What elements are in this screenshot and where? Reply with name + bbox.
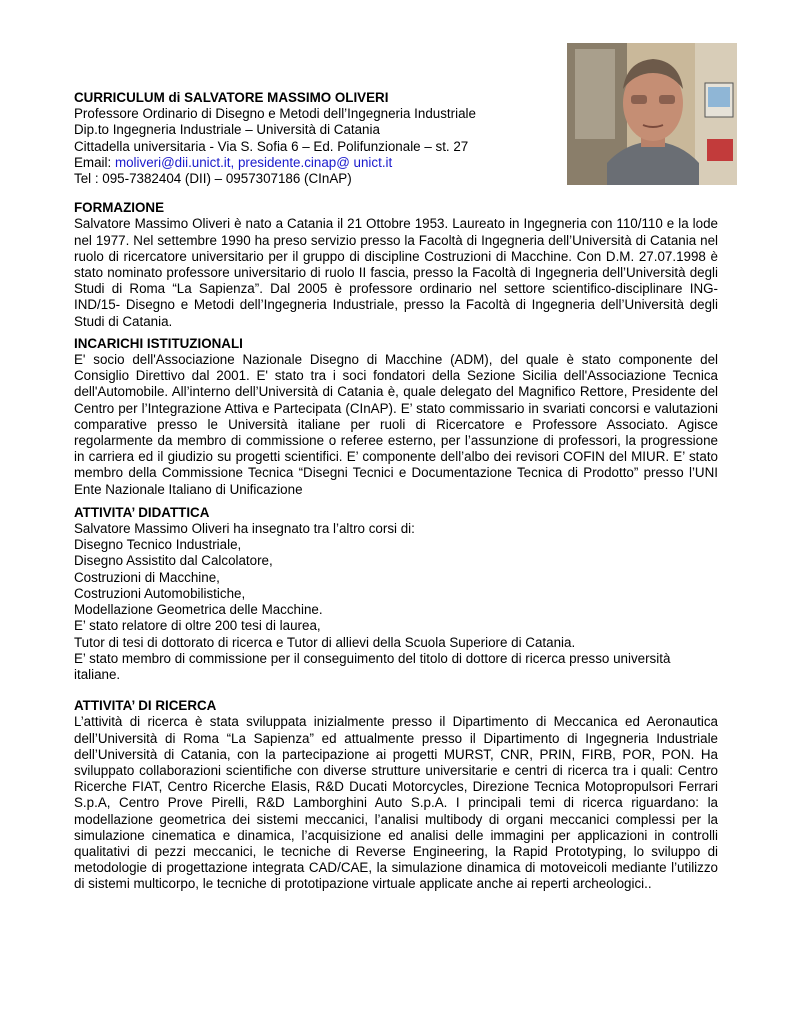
didattica-line: Disegno Assistito dal Calcolatore, (74, 553, 273, 569)
heading-formazione: FORMAZIONE (74, 200, 165, 216)
didattica-line: E’ stato relatore di oltre 200 tesi di laurea, (74, 618, 321, 634)
department-line: Dip.to Ingegneria Industriale – Università di Catania (74, 122, 380, 138)
section-formazione (74, 200, 718, 330)
didattica-line: E’ stato membro di commissione per il conseguimento del titolo di dottore di ricerca presso università italiane. (74, 650, 671, 682)
didattica-line: Costruzioni di Macchine, (74, 569, 220, 585)
email-link-1[interactable]: moliveri@dii.unict.it, (114, 154, 235, 170)
didattica-line: Disegno Tecnico Industriale, (74, 537, 242, 553)
heading-didattica: ATTIVITA’ DIDATTICA (74, 504, 210, 520)
cv-document (74, 90, 718, 893)
didattica-line: Salvatore Massimo Oliveri ha insegnato tra l’altro corsi di: (74, 521, 415, 537)
phone-line: Tel : 095-7382404 (DII) – 0957307186 (CInAP) (74, 171, 352, 187)
text-formazione: Salvatore Massimo Oliveri è nato a Catania il 21 Ottobre 1953. Laureato in Ingegneria con 110/110 e la lode nel 1977. Nel settembre 1990 ha preso servizio presso la Facoltà di Ingegneria dell’Università di Catania nel ruolo di ricercatore universitario per il gruppo di discipline Costruzioni di Macchine. Con D.M. 27.07.1998 è stato nominato professore universitario di ruolo II fascia, presso la Facoltà di Ingegneria dell’Università degli Studi di Roma “La Sapienza”. Dal 2005 è professore ordinario nel settore scientifico-disciplinare ING-IND/15- Disegno e Metodi dell’Ingegneria Industriale, presso la Facoltà di Ingegneria dell’Università degli Studi di Catania. (74, 216, 718, 329)
text-incarichi: E' socio dell'Associazione Nazionale Disegno di Macchine (ADM), del quale è stato componente del Consiglio Direttivo dal 2001. E' stato tra i soci fondatori della Sezione Sicilia dell'Associazione Tecnica dell'Automobile. All’interno dell’Università di Catania è, quale delegato del Magnifico Rettore, Presidente del Centro per l’Integrazione Attiva e Partecipata (CInAP). E’ stato commissario in svariati concorsi e valutazioni comparative presso le Università italiane per ruoli di Ricercatore e Professore Associato. Agisce regolarmente da membro di commissione o referee esterno, per l’assunzione di professori, la progressione in carriera ed il giudizio su progetti scientifici. E’ componente dell’albo dei revisori COFIN del MIUR. E’ stato membro della Commissione Tecnica “Disegni Tecnici e Documentazione Tecnica di Prodotto” presso l’UNI Ente Nazionale Italiano di Unificazione (74, 352, 718, 497)
section-ricerca (74, 698, 718, 892)
role-line: Professore Ordinario di Disegno e Metodi dell’Ingegneria Industriale (74, 106, 476, 122)
email-link-2[interactable]: presidente.cinap@ unict.it (237, 154, 393, 170)
cv-title: CURRICULUM di SALVATORE MASSIMO OLIVERI (74, 90, 389, 105)
text-ricerca: L’attività di ricerca è stata sviluppata inizialmente presso il Dipartimento di Meccanica ed Aeronautica dell’Università di Roma “La Sapienza” ed attualmente presso il Dipartimento di Ingegneria Industriale dell’Università di Catania, con la partecipazione ai progetti MURST, CNR, PRIN, FIRB, POR, PON. Ha sviluppato collaborazioni scientifiche con diverse strutture universitarie e centri di ricerca tra i quali: Centro Ricerche FIAT, Centro Ricerche Elasis, R&D Ducati Motorcycles, Direzione Tecnica Motopropulsori Ferrari S.p.A, Centro Prove Pirelli, R&D Lamborghini Auto S.p.A. I principali temi di ricerca riguardano: la modellazione geometrica dei sistemi meccanici, l’analisi multibody di organi meccanici complessi per la simulazione cinematica e dinamica, l’acquisizione ed analisi delle immagini per applicazioni in controlli qualitativi di pezzi meccanici, le tecniche di Reverse Engineering, la Rapid Prototyping, lo sviluppo di metodologie di progettazione integrata CAD/CAE, la simulazione dinamica di motoveicoli mediante l’utilizzo di sistemi multicorpo, le tecniche di prototipazione virtuale applicate anche ai reperti archeologici.. (74, 714, 718, 892)
didattica-line: Costruzioni Automobilistiche, (74, 585, 246, 601)
email-line (74, 155, 718, 171)
section-incarichi (74, 336, 718, 498)
address-line: Cittadella universitaria - Via S. Sofia 6 – Ed. Polifunzionale – st. 27 (74, 138, 469, 154)
email-label: Email: (74, 154, 112, 170)
didattica-line: Modellazione Geometrica delle Macchine. (74, 602, 323, 618)
didattica-line: Tutor di tesi di dottorato di ricerca e Tutor di allievi della Scuola Superiore di Catania. (74, 634, 576, 650)
heading-incarichi: INCARICHI ISTITUZIONALI (74, 335, 243, 351)
heading-ricerca: ATTIVITA’ DI RICERCA (74, 698, 217, 714)
section-didattica (74, 505, 718, 683)
